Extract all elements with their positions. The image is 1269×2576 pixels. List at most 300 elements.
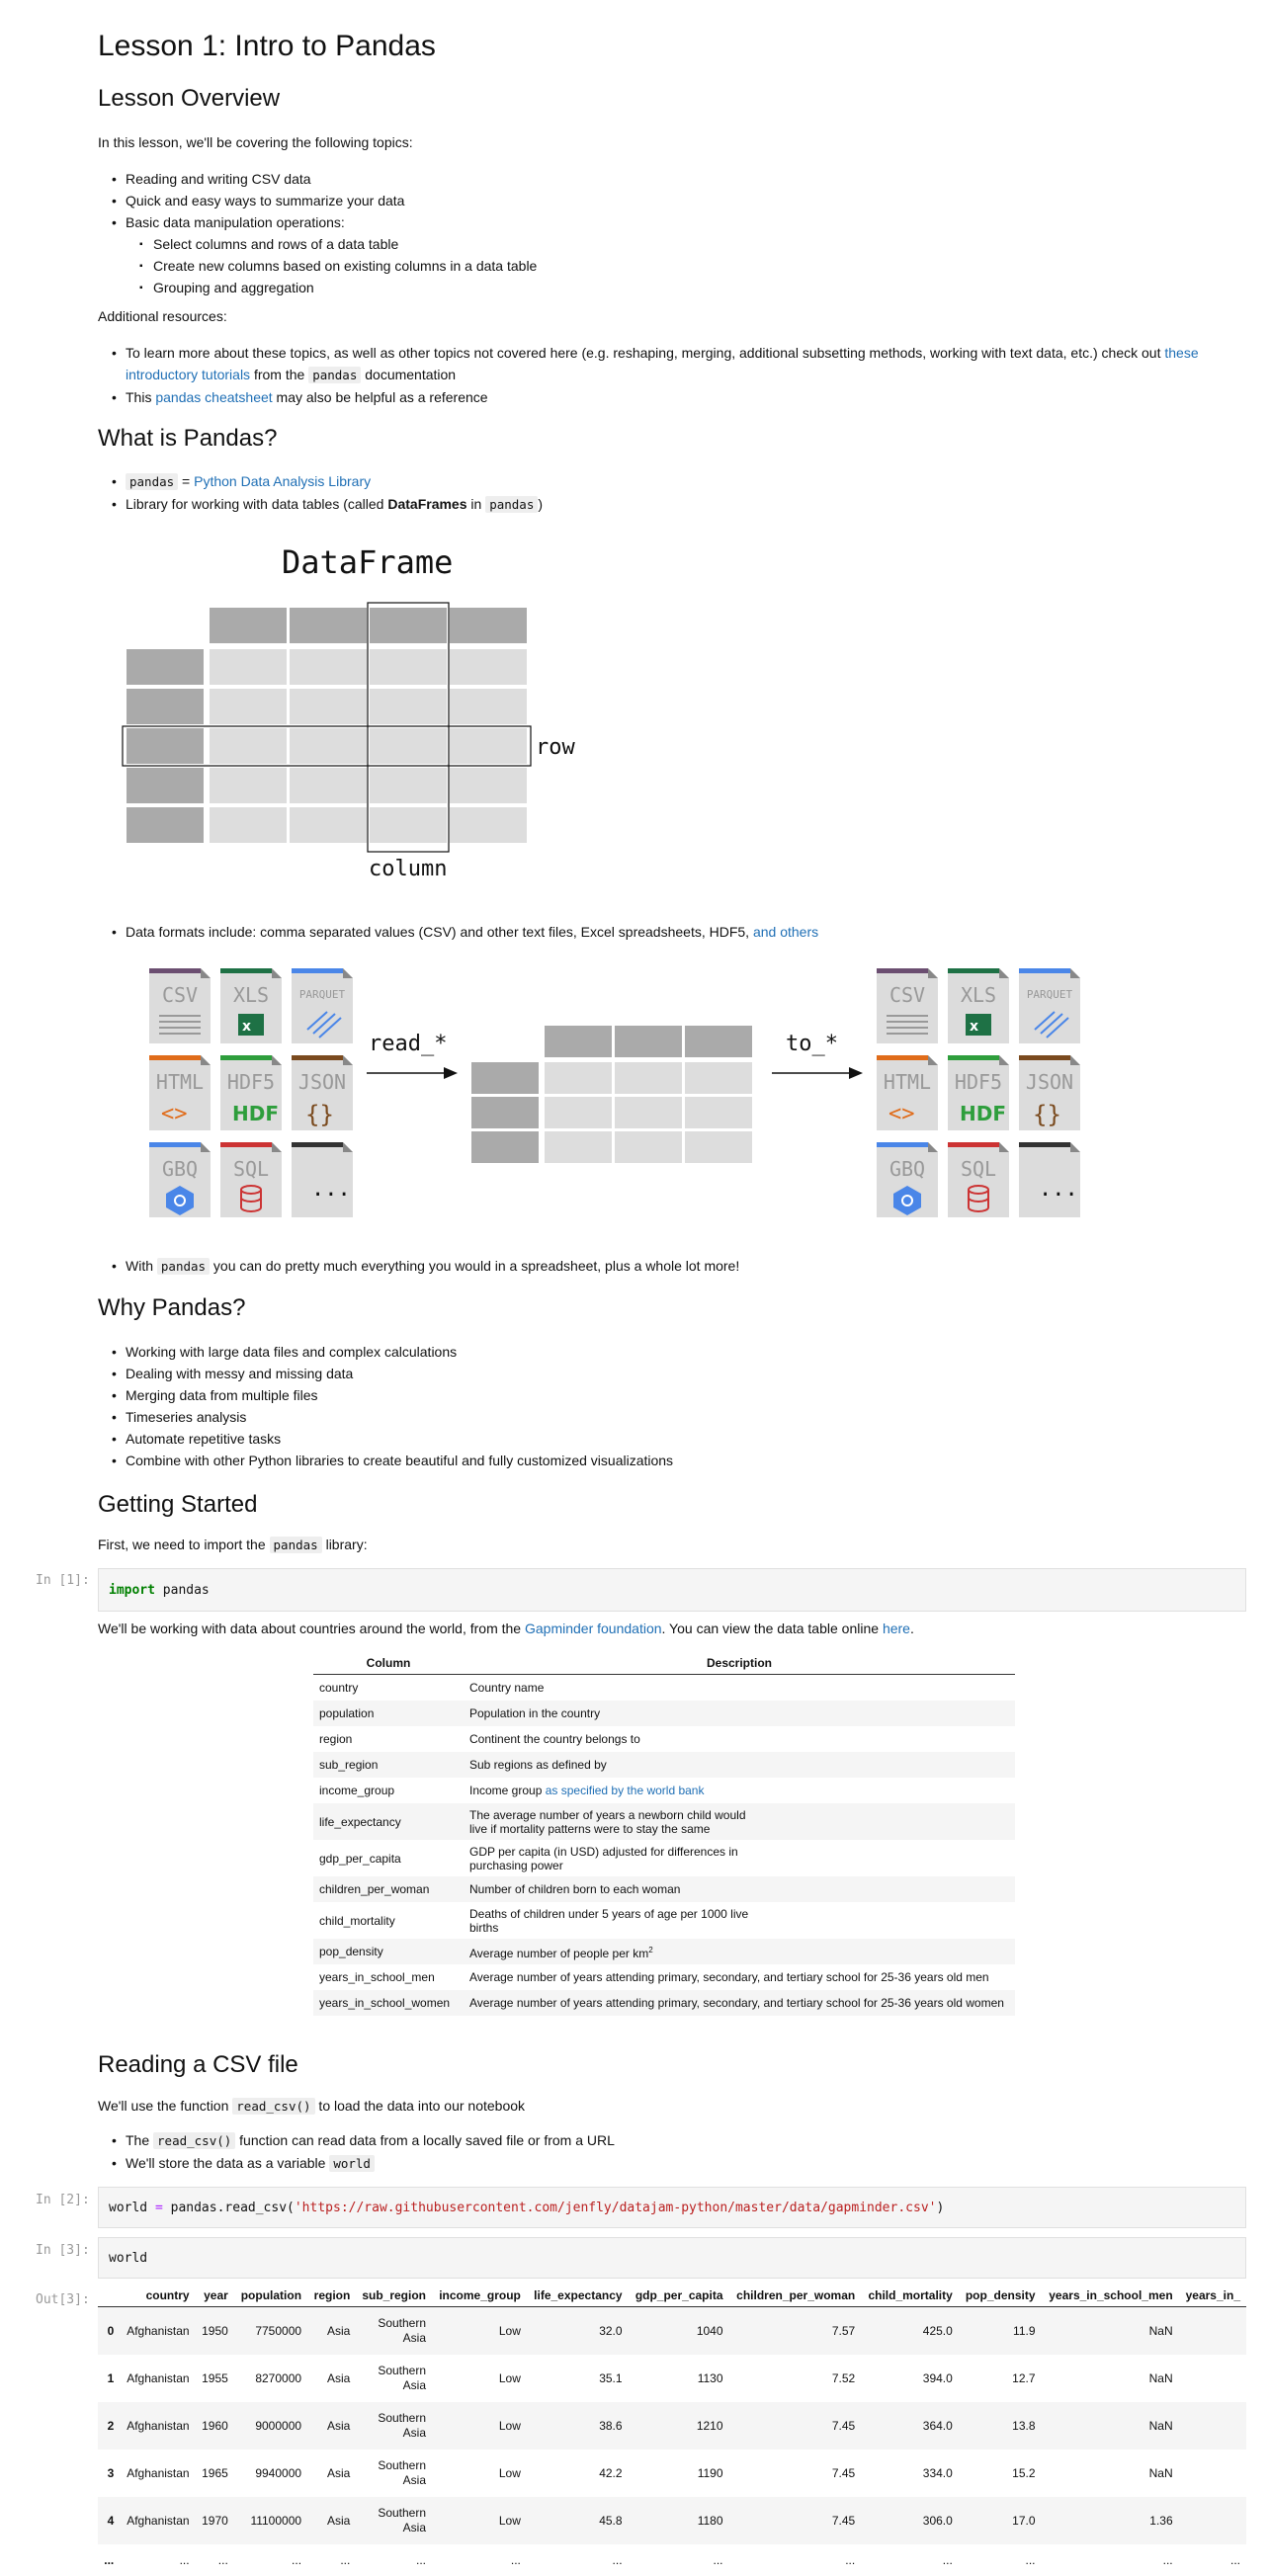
code-cell-import[interactable] [98,1568,1246,1612]
description-text: Deaths of children under 5 years of age per 1000 live births [469,1906,749,1935]
pandas-link[interactable]: Python Data Analysis Library [194,473,372,489]
list-item-text: Basic data manipulation operations: [126,214,345,230]
df-cell: Southern Asia [356,2307,432,2356]
list-item: • Dealing with messy and missing data [126,1363,673,1384]
topics-list [126,168,537,298]
paragraph-text: First, we need to import the [98,1537,270,1552]
df-column-header: pop_density [959,2285,1042,2307]
list-text: in [466,496,486,512]
df-index-cell: ... [104,2553,115,2567]
df-cell: 7.52 [831,2370,856,2385]
df-cell: 1960 [196,2402,234,2450]
read-arrow [365,1023,464,1082]
df-cell: Afghanistan [127,2465,190,2480]
column-name-cell: gdp_per_capita [319,1851,401,1866]
csv-file-icon [149,968,211,1043]
description-text: Number of children born to each woman [469,1882,681,1896]
df-cell: Low [498,2465,521,2480]
df-cell: 1.36 [1042,2497,1179,2544]
svg-text:XLS: XLS [960,983,997,1007]
resource-text: To learn more about these topics, as well as other topics not covered here (e.g. reshaping, merging, additional subsetting methods, working with text data, etc.) check out [126,345,1165,361]
column-name-cell: sub_region [313,1752,464,1778]
column-name-cell: population [313,1701,464,1726]
description-wrap [469,1808,766,1836]
df-row [98,2355,1246,2402]
df-cell: NaN [1148,2370,1173,2385]
df-column-header: years_in_school_men [1042,2285,1179,2307]
description-cell [464,1840,1015,1876]
df-cell: 12.7 [1012,2370,1036,2385]
paragraph-text: We'll use the function [98,2098,233,2114]
hdf5-file-icon [948,1055,1009,1130]
df-cell: ... [217,2552,228,2567]
df-cell: 1210 [629,2402,729,2450]
table-row [313,1876,1015,1902]
description-cell [464,1990,1015,2016]
list-text: We'll store the data as a variable [126,2155,330,2171]
df-cell [1179,2307,1246,2356]
column-name-cell: years_in_school_women [313,1990,464,2016]
description-text: Average number of years attending primary, secondary, and tertiary school for 25-36 years old men [469,1970,989,1984]
more-file-icon [1019,1142,1080,1217]
svg-text:GBQ: GBQ [161,1157,199,1181]
column-description-table [313,1652,1015,2016]
resources-label: Additional resources: [98,308,227,324]
list-item: • Reading and writing CSV data [126,168,537,190]
svg-text:HDF: HDF [960,1102,1007,1125]
table-row [313,1726,1015,1752]
svg-text:PARQUET: PARQUET [1026,988,1073,1001]
list-item: • Timeseries analysis [126,1406,673,1428]
svg-text:XLS: XLS [232,983,270,1007]
df-cell: ... [340,2552,351,2567]
description-wrap [469,1845,766,1872]
df-cell: 425.0 [861,2307,959,2356]
page-title: Lesson 1: Intro to Pandas [98,30,436,62]
description-text: The average number of years a newborn child would live if mortality patterns were to stay the same [469,1807,746,1836]
df-cell [1179,2355,1246,2402]
list-item: ▪ Select columns and rows of a data table [153,233,537,255]
list-item: ▪ Grouping and aggregation [153,277,537,298]
df-cell: ... [1162,2552,1173,2567]
dataframe-mini [471,1026,768,1174]
df-cell: ... [292,2552,302,2567]
table-row [313,1778,1015,1803]
df-cell: Southern Asia [378,2458,427,2487]
data-table-link[interactable]: here [882,1620,910,1636]
resources-list [126,342,1246,408]
df-cell: Southern Asia [356,2497,432,2544]
description-rows [313,1675,1015,2017]
heading-what-is-pandas: What is Pandas? [98,425,278,452]
io-diagram [149,968,1187,1225]
df-cell: Afghanistan [127,2370,190,2385]
df-cell: NaN [1148,2465,1173,2480]
df-cell: Afghanistan [120,2497,195,2544]
description-cell [464,1778,1015,1803]
df-column-header: country [120,2285,195,2307]
df-cell: Low [432,2402,527,2450]
heading-why-pandas: Why Pandas? [98,1294,246,1321]
list-item: • Merging data from multiple files [126,1384,673,1406]
svg-text:SQL: SQL [232,1157,270,1181]
df-cell: 1190 [697,2465,723,2480]
list-item [126,493,543,516]
import-instructions [98,1535,368,1555]
gbq-file-icon [149,1142,211,1217]
description-text: Continent the country belongs to [469,1732,640,1746]
heading-reading-csv: Reading a CSV file [98,2051,298,2078]
svg-text:{}: {} [1033,1101,1061,1128]
index-header [98,2285,120,2307]
input-prompt: In [1]: [36,1573,90,1588]
code-cell-world[interactable] [98,2237,1246,2279]
df-cell: 334.0 [922,2465,953,2480]
df-column-header: sub_region [356,2285,432,2307]
xls-file-icon [948,968,1009,1043]
index-cell [127,768,204,803]
df-cell: Asia [326,2465,351,2480]
df-column-header: life_expectancy [527,2285,629,2307]
table-row [313,1840,1015,1876]
description-cell [464,1675,1015,1702]
header-cell [210,608,287,643]
description-cell [464,1752,1015,1778]
read-csv-list [126,2129,615,2175]
svg-text:JSON: JSON [1025,1070,1074,1094]
df-column-header: children_per_woman [729,2285,862,2307]
inline-code: pandas [126,473,178,490]
df-cell: ... [942,2552,953,2567]
df-column-header: gdp_per_capita [629,2285,729,2307]
df-cell: Southern Asia [378,2364,427,2392]
description-cell [464,1726,1015,1752]
df-cell: Asia [307,2402,356,2450]
gbq-file-icon [877,1142,938,1217]
df-cell: 1950 [196,2307,234,2356]
df-index-cell: 2 [98,2402,120,2450]
df-cell: ... [845,2552,856,2567]
header-cell [450,608,527,643]
column-name-cell: years_in_school_men [319,1970,435,1984]
html-file-icon [149,1055,211,1130]
svg-text:HTML: HTML [883,1070,932,1094]
df-cell: ... [416,2552,427,2567]
df-cell: NaN [1042,2402,1179,2450]
svg-text:...: ... [1039,1177,1078,1202]
df-cell [1179,2450,1246,2497]
df-cell [1179,2402,1246,2450]
json-file-icon [292,1055,353,1130]
df-cell: 9940000 [255,2465,302,2480]
list-item [126,386,1246,408]
df-cell: 7750000 [234,2307,307,2356]
dataframe-output [98,2285,1246,2576]
df-cell: ... [179,2552,190,2567]
description-text: GDP per capita (in USD) adjusted for differences in purchasing power [469,1844,738,1872]
paragraph-text: library: [321,1537,368,1552]
dataframe-title: DataFrame [282,543,454,581]
why-list [126,1341,673,1471]
df-cell: ... [1025,2552,1036,2567]
index-cell [127,649,204,685]
df-cell: Low [432,2497,527,2544]
column-name-cell: country [319,1681,359,1695]
overview-intro: In this lesson, we'll be covering the following topics: [98,134,413,150]
df-cell: 7.45 [729,2497,862,2544]
description-cell [464,1939,1015,1964]
svg-text:<>: <> [161,1102,188,1126]
list-item [126,470,543,493]
description-text: Sub regions as defined by [469,1758,607,1772]
description-text: Income group [469,1784,546,1797]
code-cell-read-csv[interactable] [98,2187,1246,2228]
svg-text:{}: {} [305,1101,334,1128]
list-item [126,2129,615,2152]
list-item [126,342,1246,386]
column-name-cell: region [319,1732,353,1746]
gapminder-link[interactable]: Gapminder foundation [524,1620,662,1636]
df-cell: ... [510,2552,521,2567]
svg-text:<>: <> [888,1102,915,1126]
list-item: • Automate repetitive tasks [126,1428,673,1450]
df-cell: ... [713,2552,723,2567]
df-cell: Asia [326,2370,351,2385]
read-label: read_* [369,1032,448,1056]
df-cell: 306.0 [861,2497,959,2544]
df-cell: Low [498,2370,521,2385]
df-cell: 32.0 [527,2307,629,2356]
formats-list [126,921,818,943]
svg-text:HDF: HDF [232,1102,280,1125]
string-literal: 'https://raw.githubusercontent.com/jenfly/datajam-python/master/data/gapminder.csv' [294,2200,937,2215]
df-cell: 7.45 [831,2465,856,2480]
table-row [313,1964,1015,1990]
heading-lesson-overview: Lesson Overview [98,85,281,112]
description-wrap [469,1907,766,1935]
xls-file-icon [220,968,282,1043]
column-name-cell: children_per_woman [313,1876,464,1902]
df-cell: 11100000 [234,2497,307,2544]
df-cell: 35.1 [599,2370,623,2385]
description-text: Average number of years attending primary, secondary, and tertiary school for 25-36 years old women [469,1996,1004,2010]
df-index-cell: 1 [107,2371,115,2385]
description-text: Average number of people per km [469,1946,649,1960]
to-arrow [770,1023,869,1082]
df-cell: NaN [1042,2307,1179,2356]
df-row [98,2497,1246,2544]
code-text: pandas.read_csv( [162,2200,295,2215]
inline-code: read_csv() [232,2098,314,2115]
svg-text:GBQ: GBQ [888,1157,926,1181]
table-row [313,1902,1015,1939]
inline-code: pandas [157,1258,210,1275]
svg-text:HDF5: HDF5 [226,1070,276,1094]
df-cell: 364.0 [861,2402,959,2450]
list-item: • Combine with other Python libraries to create beautiful and fully customized visualizations [126,1450,673,1471]
keyword: import [109,1582,155,1598]
df-cell: 1040 [629,2307,729,2356]
cheatsheet-link[interactable]: pandas cheatsheet [155,389,273,405]
list-item: • Working with large data files and complex calculations [126,1341,673,1363]
csv-file-icon [877,968,938,1043]
df-cell: 42.2 [599,2465,623,2480]
table-header: Description [464,1652,1015,1675]
list-text: you can do pretty much everything you would in a spreadsheet, plus a whole lot more! [210,1258,740,1274]
list-text: function can read data from a locally saved file or from a URL [235,2132,615,2148]
output-area[interactable] [98,2285,1246,2567]
operator: = [154,2200,163,2215]
list-text-bold: DataFrames [387,496,467,512]
svg-text:HTML: HTML [155,1070,205,1094]
row-label: row [536,735,575,760]
df-cell: 1970 [196,2497,234,2544]
code-text: world [109,2200,155,2215]
df-index-cell: 3 [107,2466,115,2480]
df-cell: 11.9 [959,2307,1042,2356]
df-cell: 9000000 [234,2402,307,2450]
df-row [98,2450,1246,2497]
resource-text: This [126,389,156,405]
svg-text:...: ... [311,1177,351,1202]
df-row [98,2544,1246,2576]
inline-code: world [329,2155,375,2172]
gapminder-intro [98,1619,914,1638]
df-cell: 13.8 [959,2402,1042,2450]
inline-code: pandas [485,496,538,513]
column-name-cell: pop_density [313,1939,464,1964]
with-list [126,1255,739,1278]
df-cell: Asia [307,2307,356,2356]
inline-code: pandas [308,367,361,383]
svg-text:CSV: CSV [161,983,199,1007]
df-column-header: years_in_ [1179,2285,1246,2307]
svg-text:SQL: SQL [960,1157,997,1181]
svg-text:HDF5: HDF5 [954,1070,1003,1094]
table-row [313,1803,1015,1840]
world-bank-link[interactable]: as specified by the world bank [545,1784,705,1797]
subtopics-list [126,233,537,298]
inline-code: read_csv() [153,2132,235,2149]
column-name-cell: life_expectancy [313,1803,464,1840]
read-csv-intro [98,2096,525,2117]
df-cell: 1965 [202,2465,228,2480]
tutorials-link[interactable]: these introductory tutorials [126,345,1199,382]
parquet-file-icon [292,968,353,1043]
table-header: Column [313,1652,464,1675]
column-name-cell: income_group [319,1784,395,1797]
paragraph-text: to load the data into our notebook [314,2098,526,2114]
df-cell: Southern Asia [356,2402,432,2450]
table-row [313,1675,1015,1702]
df-cell: 15.2 [1012,2465,1036,2480]
sql-file-icon [948,1142,1009,1217]
input-prompt: In [2]: [36,2193,90,2207]
list-text: Data formats include: comma separated values (CSV) and other text files, Excel spreadsheets, HDF5, [126,924,753,940]
hdf5-file-icon [220,1055,282,1130]
df-cell: Asia [307,2497,356,2544]
index-cell [127,728,204,764]
sql-file-icon [220,1142,282,1217]
to-label: to_* [786,1032,838,1056]
index-cell [127,689,204,724]
svg-text:CSV: CSV [888,983,926,1007]
df-cell: 7.57 [729,2307,862,2356]
description-text: Population in the country [469,1706,601,1720]
df-cell: Low [432,2307,527,2356]
json-file-icon [1019,1055,1080,1130]
list-text: The [126,2132,154,2148]
input-prompt: In [3]: [36,2243,90,2258]
df-index-cell: 4 [98,2497,120,2544]
index-cell [127,807,204,843]
dataframe-diagram [118,534,592,889]
df-cell: Afghanistan [120,2402,195,2450]
description-cell [464,1964,1015,1990]
df-index-cell: 0 [98,2307,120,2356]
code-text: world [109,2250,148,2266]
df-column-header: population [234,2285,307,2307]
svg-text:JSON: JSON [297,1070,347,1094]
df-column-header: region [307,2285,356,2307]
df-cell: 17.0 [959,2497,1042,2544]
column-name-cell: child_mortality [319,1913,395,1928]
resource-text: from the [250,367,309,382]
column-label: column [369,857,448,881]
what-list [126,470,543,516]
df-cell [1179,2497,1246,2544]
list-text: With [126,1258,157,1274]
df-cell: ... [1229,2552,1240,2567]
description-cell [464,1902,1015,1939]
list-text: Library for working with data tables (called [126,496,388,512]
df-row [98,2402,1246,2450]
table-row [313,1990,1015,2016]
header-cell [290,608,367,643]
description-cell [464,1803,1015,1840]
list-item: • Quick and easy ways to summarize your data [126,190,537,211]
df-cell: Afghanistan [120,2307,195,2356]
code-text: pandas [154,1582,210,1598]
list-text: = [178,473,195,489]
paragraph-text: . You can view the data table online [661,1620,883,1636]
formats-link[interactable]: and others [752,924,819,940]
df-cell: 1130 [697,2370,723,2385]
paragraph-text: We'll be working with data about countries around the world, from the [98,1620,525,1636]
table-row [313,1701,1015,1726]
df-cell: 45.8 [527,2497,629,2544]
df-cell: 38.6 [527,2402,629,2450]
more-file-icon [292,1142,353,1217]
df-column-header: year [196,2285,234,2307]
svg-text:x: x [242,1019,252,1035]
df-cell: 1955 [202,2370,228,2385]
description-cell [464,1701,1015,1726]
parquet-file-icon [1019,968,1080,1043]
description-text: Country name [469,1681,545,1695]
resource-text: may also be helpful as a reference [272,389,488,405]
list-item [126,1255,739,1278]
resource-text: documentation [361,367,457,382]
paragraph-text: . [909,1620,914,1636]
superscript: 2 [648,1945,653,1954]
table-row [313,1752,1015,1778]
df-cell: 394.0 [922,2370,953,2385]
df-column-header: income_group [432,2285,527,2307]
inline-code: pandas [270,1537,322,1553]
code-text: ) [936,2200,945,2215]
df-column-header: child_mortality [861,2285,959,2307]
